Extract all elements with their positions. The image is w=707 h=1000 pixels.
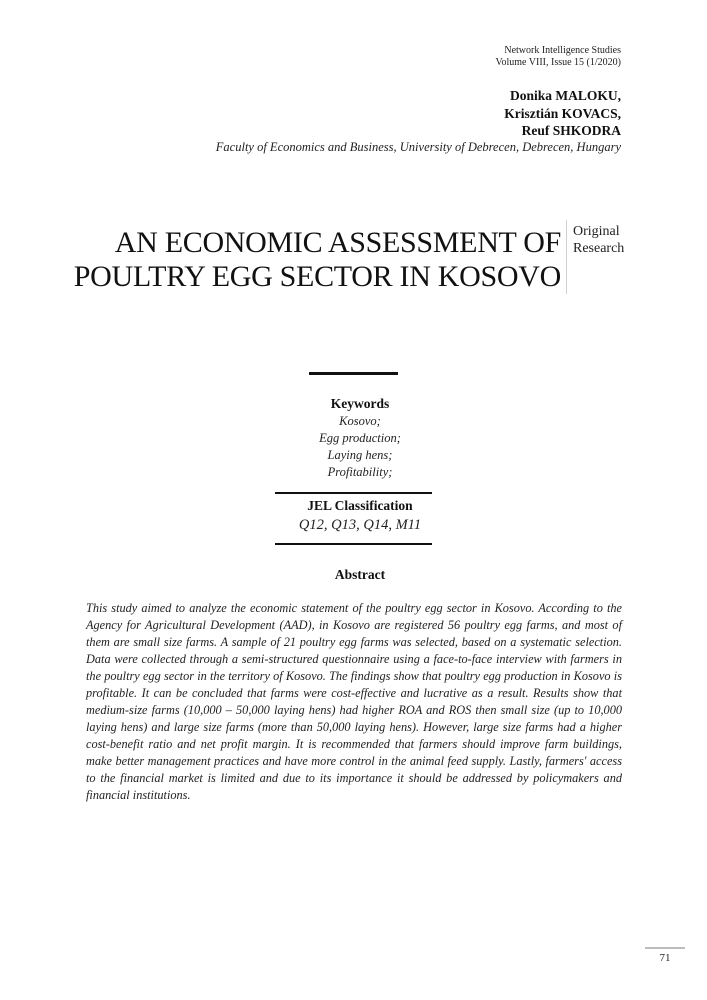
keyword-item: Egg production;	[319, 431, 401, 445]
article-type-line: Research	[573, 241, 625, 256]
jel-bottom-rule	[275, 543, 432, 545]
journal-name: Network Intelligence Studies	[504, 45, 621, 56]
article-type-line: Original	[573, 224, 620, 239]
title-divider	[566, 220, 567, 294]
journal-volume-issue: Volume VIII, Issue 15 (1/2020)	[495, 57, 621, 68]
jel-section	[260, 497, 460, 535]
jel-top-rule	[275, 492, 432, 494]
abstract-heading: Abstract	[334, 567, 386, 582]
author-affiliation: Faculty of Economics and Business, University of Debrecen, Debrecen, Hungary	[215, 140, 621, 154]
journal-header	[496, 45, 621, 69]
author-name: Krisztián KOVACS,	[504, 105, 621, 121]
author-name: Donika MALOKU,	[509, 88, 621, 103]
keyword-item: Profitability;	[327, 465, 393, 479]
abstract-text: This study aimed to analyze the economic statement of the poultry egg sector in Kosovo. According to the Agency for Agricultural Development (AAD), in Kosovo are registered 56 poultry egg farms, and most of them are small size farms. A sample of 21 poultry egg farms was selected, based on a systematic selection. Data were collected through a semi-structured questionnaire using a face-to-face interview with farmers in the poultry egg sector in the territory of Kosovo. The findings show that poultry egg production in Kosovo is profitable. It can be concluded that farms were cost-effective and lucrative as a result. Results show that medium-size farms (10,000 – 50,000 laying hens) had higher ROA and ROS then small size (up to 10,000 laying hens) and large size farms (more than 50,000 laying hens). However, large size farms had a higher cost-benefit ratio and net profit margin. It is recommended that farmers should improve farm buildings, make better management practices and have more control in the animal feed supply. Lastly, farmers' access to the financial market is limited and due to its importance it should be addressed by policymakers and financial institutions.	[86, 601, 622, 802]
keyword-item: Kosovo;	[339, 414, 381, 428]
keyword-item: Laying hens;	[327, 448, 393, 462]
paper-title-line: AN ECONOMIC ASSESSMENT OF	[114, 226, 561, 259]
paper-title	[74, 226, 561, 294]
keywords-section	[260, 395, 460, 481]
jel-heading: JEL Classification	[307, 498, 413, 513]
footer-rule	[645, 947, 685, 949]
author-name: Reuf SHKODRA	[521, 123, 621, 138]
keywords-top-rule	[309, 372, 398, 375]
article-type-label	[573, 223, 624, 257]
paper-title-line: POULTRY EGG SECTOR IN KOSOVO	[73, 260, 561, 293]
keywords-heading: Keywords	[330, 396, 390, 411]
jel-codes: Q12, Q13, Q14, M11	[298, 517, 422, 533]
author-list	[504, 87, 621, 140]
page-number: 71	[659, 952, 671, 964]
